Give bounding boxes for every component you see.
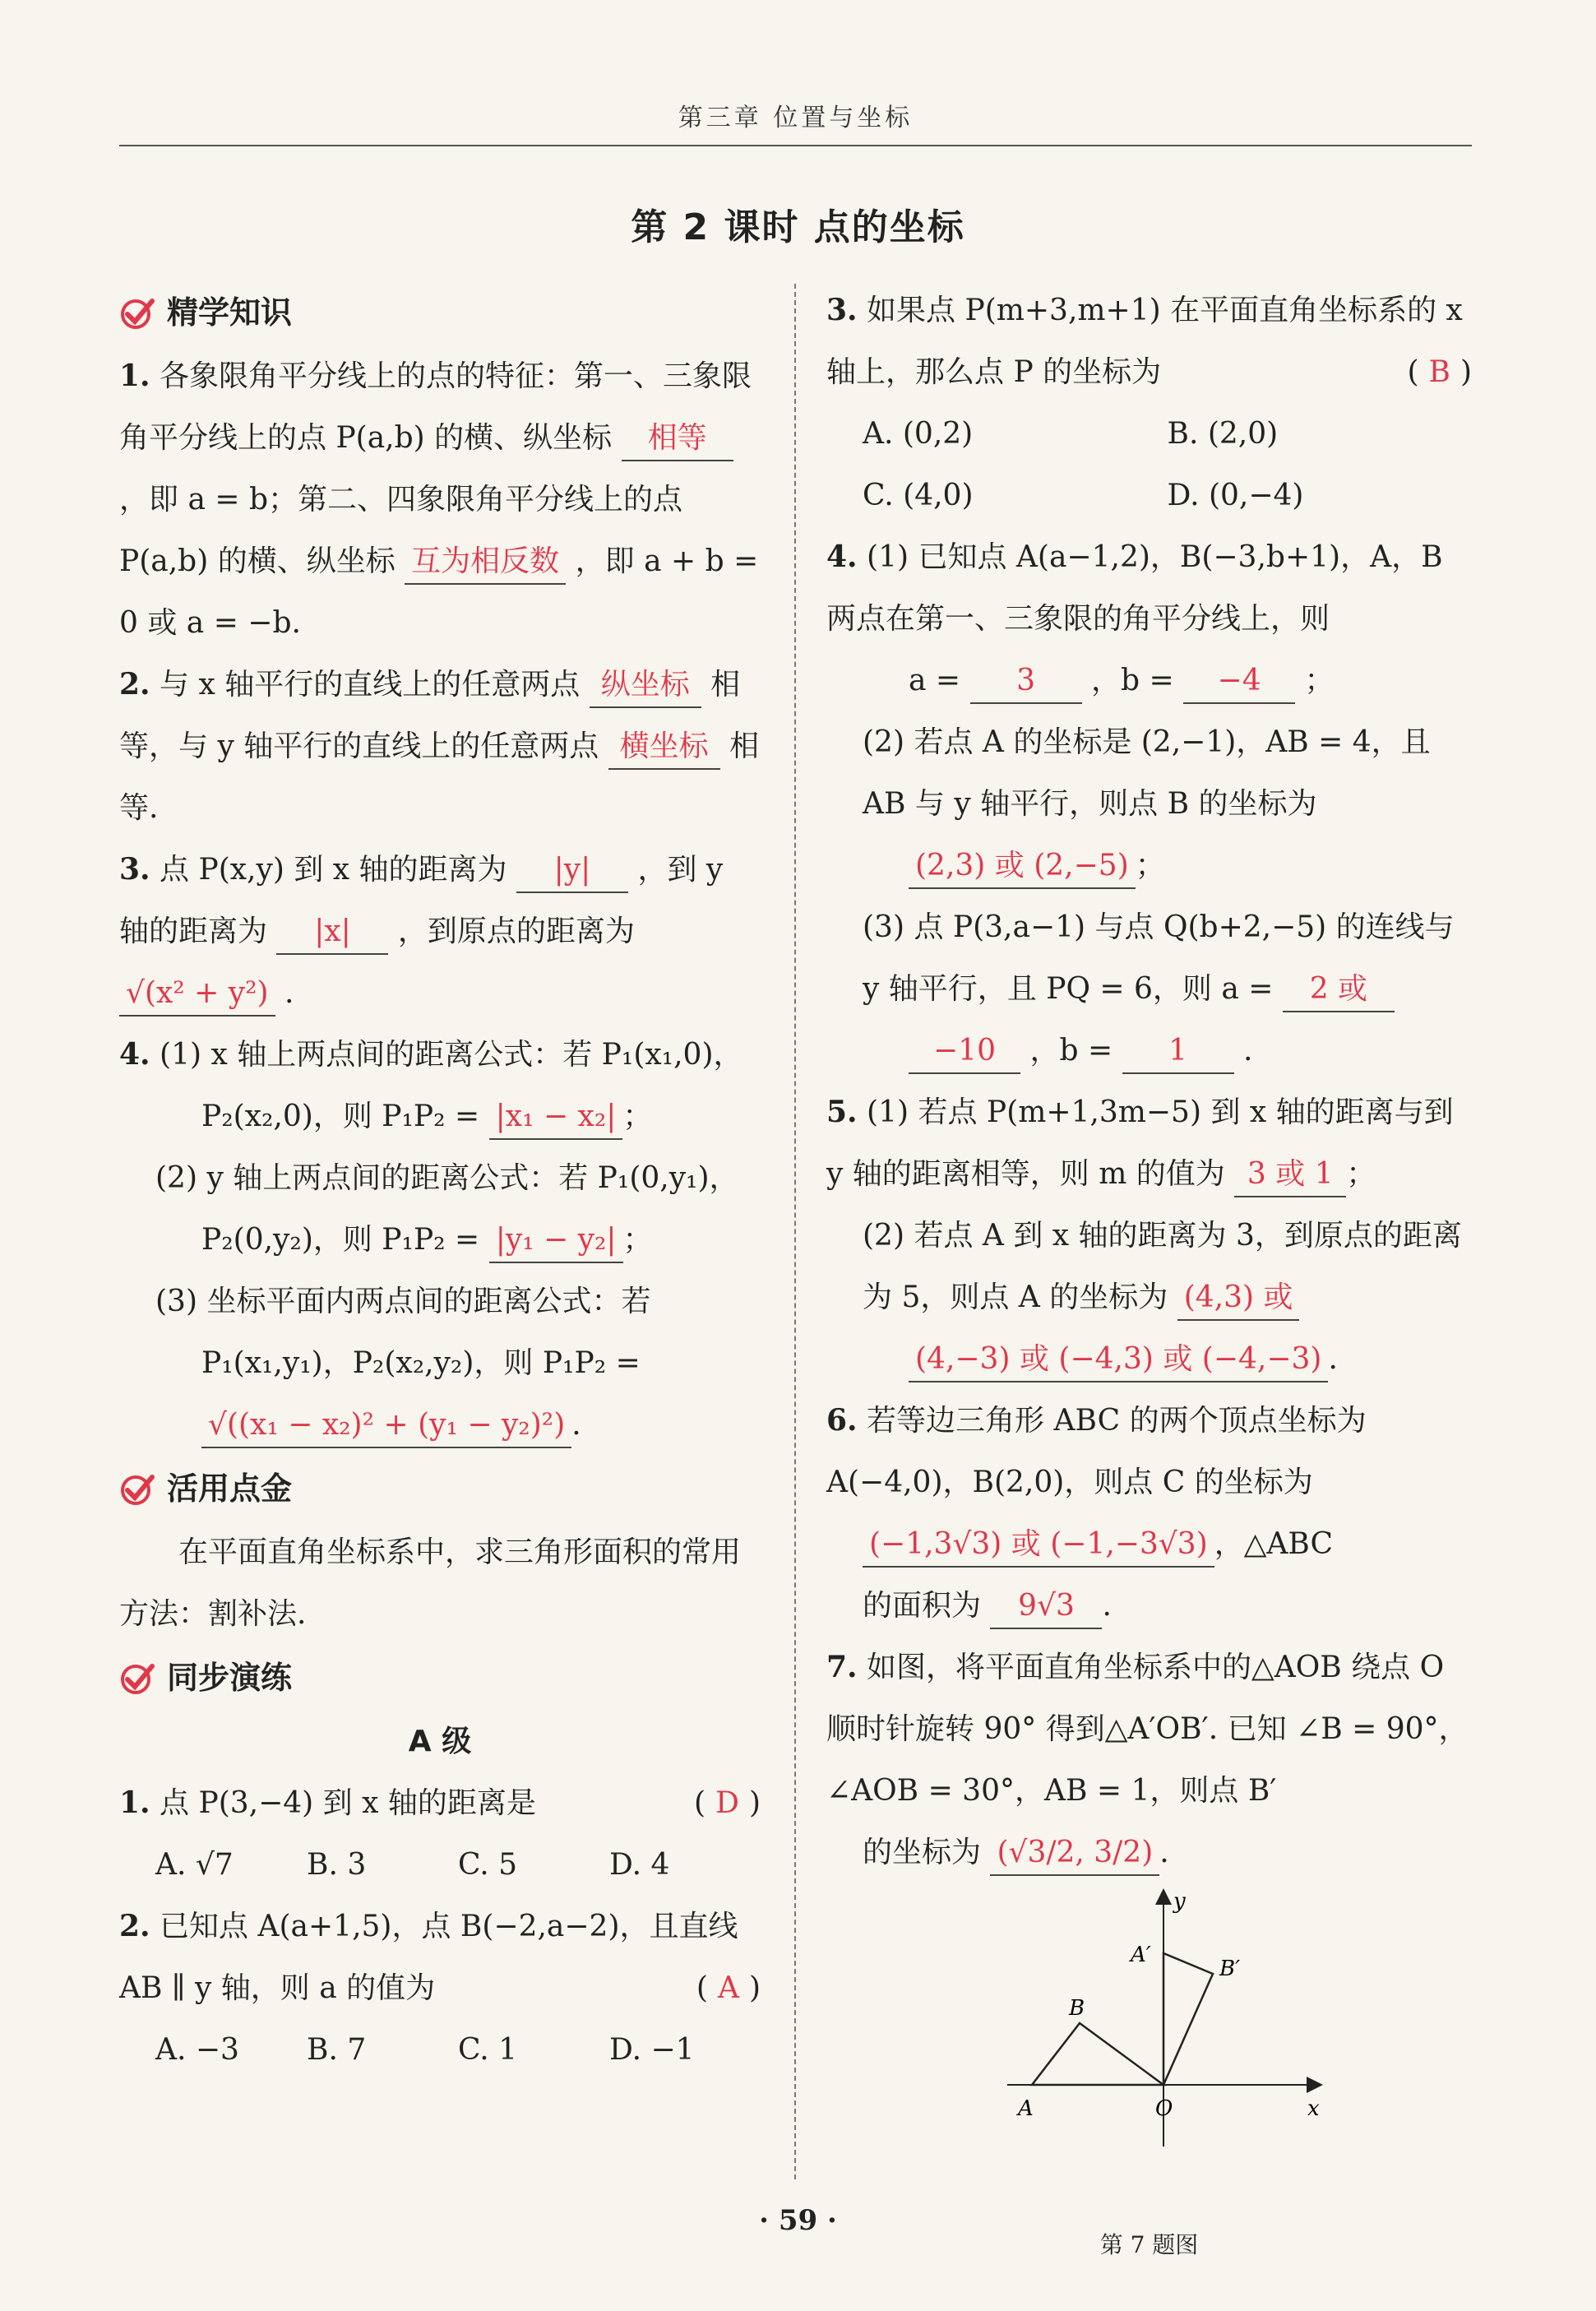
checkmark-icon — [119, 1660, 155, 1696]
answer-blank: 2 或 — [1283, 968, 1395, 1012]
answer-paren: ( B ) — [1407, 355, 1472, 389]
answer-paren: ( A ) — [696, 1971, 761, 2005]
label-o: O — [1155, 2096, 1173, 2121]
option: D. −1 — [609, 2033, 695, 2067]
answer-blank: |y| — [516, 849, 628, 893]
answer-blank: 相等 — [622, 417, 733, 461]
answer-blank: 3 — [970, 660, 1082, 704]
knowledge-item-3: 3. 点 P(x,y) 到 x 轴的距离为 |y| ，到 y 轴的距离为 |x| ，到原点的距离为 √(x² + y²) . — [119, 839, 761, 1024]
knowledge-item-1: 1. 各象限角平分线上的点的特征：第一、三象限角平分线上的点 P(a,b) 的横、纵坐标 相等 ，即 a = b；第二、四象限角平分线上的点 P(a,b) 的横、纵坐标 互为相反数 ，即 a + b = 0 或 a = −b. — [119, 359, 759, 640]
answer-blank: (−1,3√3) 或 (−1,−3√3) — [863, 1523, 1214, 1568]
left-column — [119, 280, 761, 2081]
option: D. (0,−4) — [1167, 479, 1304, 512]
answer-blank: 9√3 — [990, 1585, 1102, 1629]
knowledge-item-2: 2. 与 x 轴平行的直线上的任意两点 纵坐标 相等，与 y 轴平行的直线上的任意两点 横坐标 相等. — [119, 654, 761, 839]
level-a-heading: A 级 — [408, 1725, 472, 1758]
label-a-prime: A′ — [1131, 1943, 1151, 1967]
checkmark-icon — [119, 1470, 155, 1507]
answer-blank: √(x² + y²) — [119, 972, 275, 1017]
answer-blank: −4 — [1183, 660, 1295, 704]
option: C. 1 — [458, 2033, 518, 2067]
answer-blank: −10 — [909, 1030, 1020, 1074]
answer-blank: 互为相反数 — [405, 540, 566, 585]
section-practice — [119, 1645, 761, 1711]
answer-blank: |x₁ − x₂| — [489, 1095, 623, 1140]
answer-blank: (4,−3) 或 (−4,3) 或 (−4,−3) — [909, 1338, 1328, 1382]
answer-paren: ( D ) — [694, 1786, 761, 1820]
question-7: 7. 如图，将平面直角坐标系中的△AOB 绕点 O 顺时针旋转 90° 得到△A′OB′. 已知 ∠B = 90°，∠AOB = 30°，AB = 1，则点 B′ 的坐标为 (√3/2, 3/2) . — [826, 1637, 1472, 1883]
answer-blank: (2,3) 或 (2,−5) — [909, 845, 1136, 889]
practice-question-2: 2. 已知点 A(a+1,5)，点 B(−2,a−2)，且直线 AB ∥ y 轴，则 a 的值为 ( A ) A. −3 B. 7 C. 1 D. −1 — [119, 1896, 761, 2081]
option: C. (4,0) — [863, 479, 974, 512]
answer-blank: (4,3) 或 — [1177, 1276, 1300, 1321]
label-a: A — [1018, 2096, 1034, 2121]
rotation-figure — [826, 1883, 1472, 2229]
triangle-aob — [1032, 2023, 1163, 2085]
section-title: 同步演练 — [167, 1660, 293, 1696]
triangle-a1ob1 — [1163, 1953, 1213, 2085]
label-b: B — [1069, 1996, 1085, 2021]
label-b-prime: B′ — [1219, 1957, 1241, 1981]
figure-caption: 第 7 题图 — [1099, 2231, 1199, 2258]
question-4: 4. (1) 已知点 A(a−1,2)，B(−3,b+1)，A，B 两点在第一、三象限的角平分线上，则 a = 3 ，b = −4 ； (2) 若点 A 的坐标是 (2,−1)，AB = 4，且 AB 与 y 轴平行，则点 B 的坐标为 (2,3) 或 (2,−5) ； (3) 点 P(3,a−1) 与点 Q(b+2,−5) 的连线与 y 轴平行，且 PQ = 6，则 a = 2 或 −10 ，b = 1 . — [826, 526, 1472, 1081]
option: A. −3 — [155, 2033, 239, 2067]
lesson-title: 第 2 课时 点的坐标 — [631, 206, 965, 248]
answer-blank: √((x₁ − x₂)² + (y₁ − y₂)²) — [201, 1404, 571, 1448]
section-knowledge — [119, 280, 761, 345]
answer-blank: |x| — [276, 910, 388, 955]
label-x: x — [1307, 2096, 1320, 2121]
option: B. (2,0) — [1167, 417, 1279, 451]
answer-blank: 3 或 1 — [1234, 1153, 1346, 1197]
answer-blank: (√3/2, 3/2) — [990, 1832, 1159, 1876]
question-6: 6. 若等边三角形 ABC 的两个顶点坐标为 A(−4,0)，B(2,0)，则点 C 的坐标为 (−1,3√3) 或 (−1,−3√3) ，△ABC 的面积为 9√3 . — [826, 1390, 1472, 1637]
option: B. 3 — [307, 1848, 367, 1882]
header-rule — [119, 145, 1472, 146]
question-3: 3. 如果点 P(m+3,m+1) 在平面直角坐标系的 x 轴上，那么点 P 的坐标为 ( B ) A. (0,2) B. (2,0) C. (4,0) D. (0,−4) — [826, 280, 1472, 526]
checkmark-icon — [119, 294, 155, 331]
practice-question-1: 1. 点 P(3,−4) 到 x 轴的距离是 ( D ) A. √7 B. 3 C. 5 D. 4 — [119, 1772, 761, 1896]
option: A. (0,2) — [863, 417, 974, 451]
option: B. 7 — [307, 2033, 367, 2067]
question-5: 5. (1) 若点 P(m+1,3m−5) 到 x 轴的距离与到 y 轴的距离相等，则 m 的值为 3 或 1 ； (2) 若点 A 到 x 轴的距离为 3，到原点的距离为 5，则点 A 的坐标为 (4,3) 或 (4,−3) 或 (−4,3) 或 (−4,−3) . — [826, 1081, 1472, 1390]
answer-blank: 横坐标 — [608, 725, 720, 770]
section-title: 精学知识 — [167, 294, 293, 331]
option: A. √7 — [155, 1848, 234, 1882]
answer-blank: 1 — [1122, 1030, 1234, 1074]
option: C. 5 — [458, 1848, 518, 1882]
right-column — [826, 280, 1472, 2262]
tips-text: 在平面直角坐标系中，求三角形面积的常用方法：割补法. — [119, 1535, 742, 1631]
label-y: y — [1173, 1889, 1186, 1914]
answer-blank: 纵坐标 — [590, 664, 701, 708]
page-number: · 59 · — [759, 2204, 837, 2237]
option: D. 4 — [609, 1848, 670, 1882]
answer-blank: |y₁ − y₂| — [489, 1219, 623, 1263]
column-divider — [794, 284, 796, 2179]
section-tips — [119, 1456, 761, 1521]
knowledge-item-4: 4. (1) x 轴上两点间的距离公式：若 P₁(x₁,0)， P₂(x₂,0)，则 P₁P₂ = |x₁ − x₂| ； (2) y 轴上两点间的距离公式：若 P₁(0,y₁)， P₂(0,y₂)，则 P₁P₂ = |y₁ − y₂| ； (3) 坐标平面内两点间的距离公式：若 P₁(x₁,y₁)，P₂(x₂,y₂)，则 P₁P₂ = √((x₁ − x₂)² + (y₁ − y₂)²) . — [119, 1024, 761, 1456]
page-header: 第三章 位置与坐标 — [678, 104, 914, 132]
section-title: 活用点金 — [167, 1470, 293, 1507]
